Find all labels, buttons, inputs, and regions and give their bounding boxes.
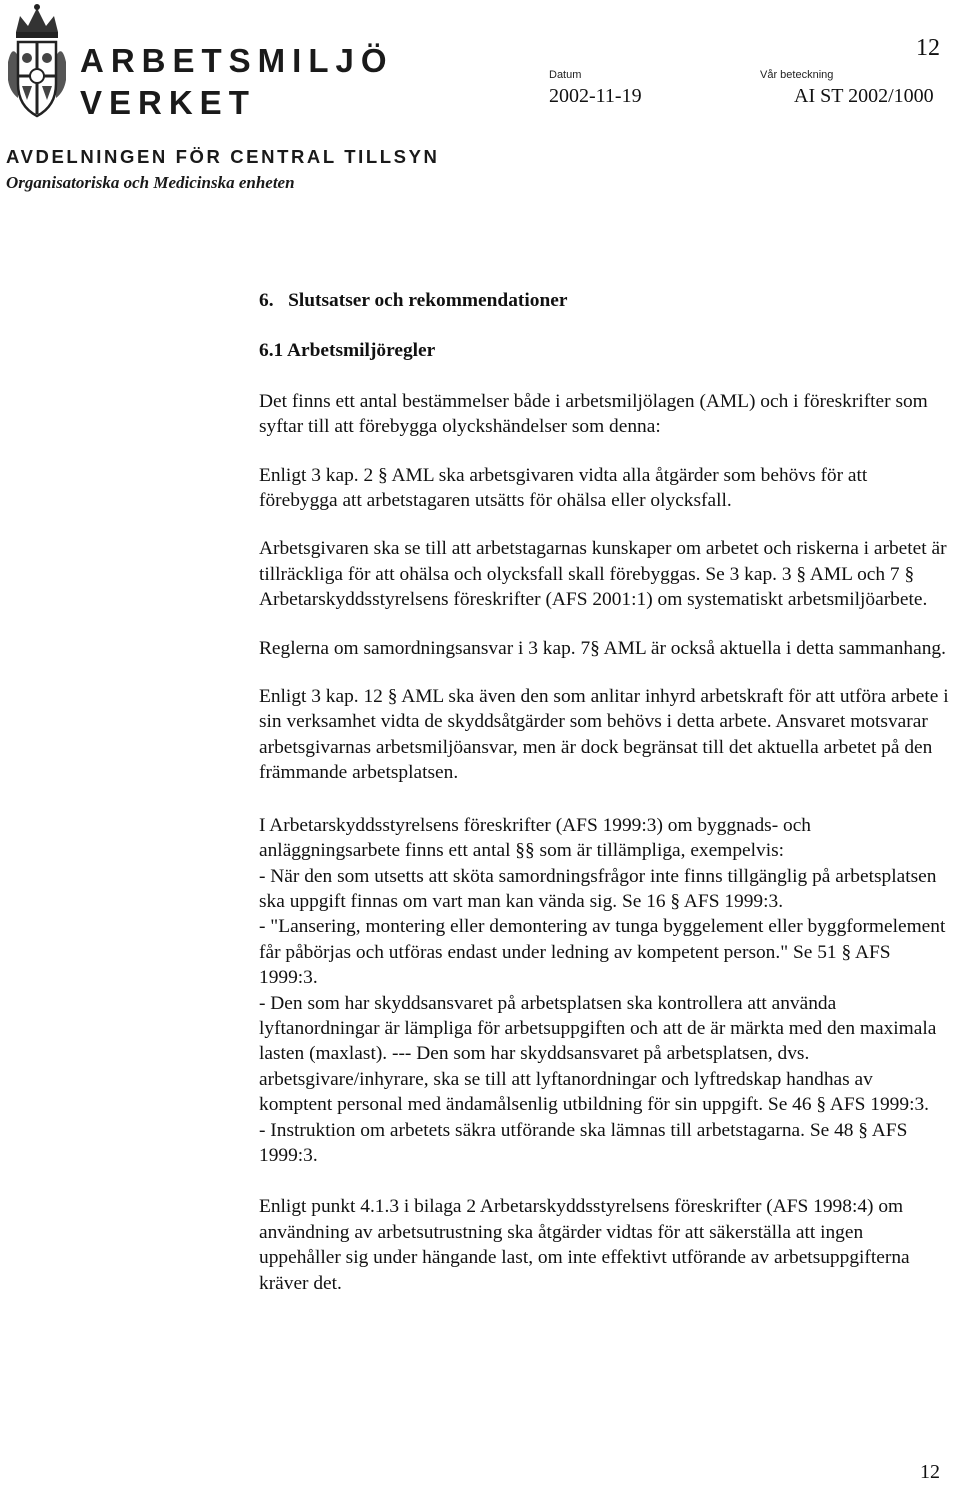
paragraph-aml-2: Enligt 3 kap. 2 § AML ska arbetsgivaren vidta alla åtgärder som behövs för att förebygga att arbetstagaren utsätts för ohälsa eller olycksfall. <box>259 464 868 512</box>
paragraph-aml-7: Reglerna om samordningsansvar i 3 kap. 7§ AML är också aktuella i detta sammanhang. <box>259 637 946 659</box>
afs-list <box>259 813 949 1169</box>
paragraph-aml-3: Arbetsgivaren ska se till att arbetstagarnas kunskaper om arbetet och riskerna i arbetet är tillräckliga för att ohälsa och olycksfall skall förebyggas. Se 3 kap. 3 § AML och 7 § Arbetarskyddsstyrelsens föreskrifter (AFS 2001:1) om systematiskt arbetsmiljöarbete. <box>259 538 947 611</box>
subsection-heading: 6.1 Arbetsmiljöregler <box>259 340 436 362</box>
unit-name: Organisatoriska och Medicinska enheten <box>6 173 295 192</box>
document-body <box>259 288 949 1319</box>
list-item: - "Lansering, montering eller demontering av tunga byggelement eller byggformelement får påbörjas och utföras endast under ledning av kompetent person." Se 51 § AFS 1999:3. <box>259 916 946 989</box>
page-number-bottom: 12 <box>920 1461 940 1483</box>
list-item: - Den som har skyddsansvaret på arbetsplatsen ska kontrollera att använda lyftanordningar är lämpliga för arbetsuppgiften och att de är märkta med den maximala lasten (maxlast). --- Den som har skyddsansvaret på arbetsplatsen, dvs. arbetsgivare/inhyrare, ska se till att lyftanordningar och lyftredskap handhas av komptent personal med ändamålsenlig utbildning för sin uppgift. Se 46 § AFS 1999:3. <box>259 992 937 1116</box>
list-item: - När den som utsetts att sköta samordningsfrågor inte finns tillgänglig på arbetsplatsen ska uppgift finnas om vart man kan vända sig. Se 16 § AFS 1999:3. <box>259 865 937 912</box>
date-value: 2002-11-19 <box>549 85 642 107</box>
reference-value: AI ST 2002/1000 <box>794 85 934 107</box>
section-heading: 6. Slutsatser och rekommendationer <box>259 290 568 311</box>
logo-wordmark-line2: VERKET <box>80 84 256 121</box>
logo-wordmark-line1: ARBETSMILJÖ <box>80 42 394 79</box>
page-number-top: 12 <box>916 35 940 61</box>
date-label: Datum <box>549 69 582 81</box>
list-item: - Instruktion om arbetets säkra utförande ska lämnas till arbetstagarna. Se 48 § AFS 1999:3. <box>259 1119 908 1166</box>
reference-label: Vår beteckning <box>760 69 834 81</box>
paragraph-afs-1998: Enligt punkt 4.1.3 i bilaga 2 Arbetarskyddsstyrelsens föreskrifter (AFS 1998:4) om användning av arbetsutrustning ska åtgärder vidtas för att säkerställa att ingen uppehåller sig under hängande last, om inte effektivt utförande av arbetsuppgifterna kräver det. <box>259 1196 910 1294</box>
division-name: AVDELNINGEN FÖR CENTRAL TILLSYN <box>6 146 440 167</box>
paragraph-aml-12: Enligt 3 kap. 12 § AML ska även den som anlitar inhyrd arbetskraft för att utföra arbete i sin verksamhet vidta de skyddsåtgärder som behövs i detta arbete. Ansvaret motsvarar arbetsgivarnas arbetsmiljöansvar, men är dock begränsat till det aktuella arbetet på den främmande arbetsplatsen. <box>259 686 949 784</box>
coat-of-arms-icon <box>6 2 68 122</box>
list-intro: I Arbetarskyddsstyrelsens föreskrifter (AFS 1999:3) om byggnads- och anläggningsarbete finns ett antal §§ som är tillämpliga, exempelvis: <box>259 814 811 862</box>
paragraph-intro: Det finns ett antal bestämmelser både i arbetsmiljölagen (AML) och i föreskrifter som syftar till att förebygga olyckshändelser som denna: <box>259 390 928 438</box>
